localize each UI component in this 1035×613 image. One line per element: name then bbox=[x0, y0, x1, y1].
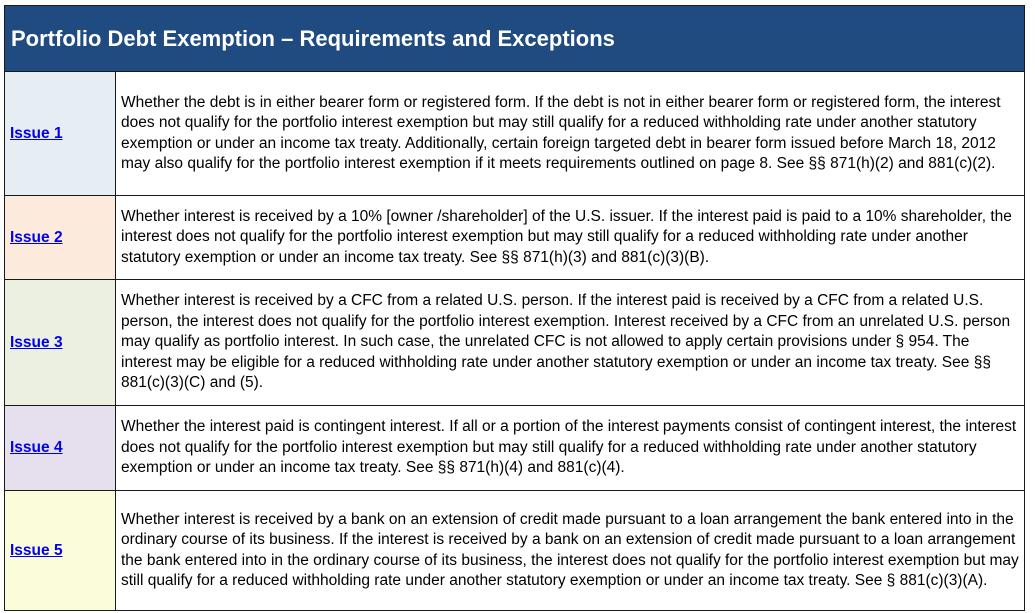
issue-description bbox=[116, 491, 1024, 610]
table-row bbox=[4, 280, 1025, 406]
table-header bbox=[4, 5, 1025, 72]
issue-1-link[interactable]: Issue 1 bbox=[10, 124, 63, 142]
issue-description bbox=[116, 406, 1024, 490]
issue-4-text: Whether the interest paid is contingent interest. If all or a portion of the interest payments consist of contingent interest, the interest does not qualify for the portfolio interest exemption but may still qualify for a reduced withholding rate under another statutory exemption or under an income tax treaty. See §§ 871(h)(4) and 881(c)(4). bbox=[121, 418, 1017, 477]
issue-cell bbox=[5, 72, 116, 195]
issue-description bbox=[116, 72, 1024, 195]
issue-5-text: Whether interest is received by a bank on an extension of credit made pursuant to a loan arrangement the bank entered into in the ordinary course of its business. If the interest is received by a bank on an extension of credit made pursuant to a loan arrangement the bank entered into in the ordinary course of its business, the interest does not qualify for the portfolio interest exemption but may still qualify for a reduced withholding rate under another statutory exemption or under an income tax treaty. See § 881(c)(3)(A). bbox=[121, 510, 1019, 589]
issue-2-text: Whether interest is received by a 10% [owner /shareholder] of the U.S. issuer. If the interest paid is paid to a 10% shareholder, the interest does not qualify for the portfolio interest exemption but may still qualify for a reduced withholding rate under another statutory exemption or under an income tax treaty. See §§ 871(h)(3) and 881(c)(3)(B). bbox=[121, 207, 1012, 266]
issue-description bbox=[116, 280, 1024, 405]
table-row bbox=[4, 196, 1025, 280]
issue-3-link[interactable]: Issue 3 bbox=[10, 333, 63, 351]
issue-cell bbox=[5, 196, 116, 279]
table-row bbox=[4, 491, 1025, 611]
issue-4-link[interactable]: Issue 4 bbox=[10, 439, 63, 456]
exemption-table bbox=[4, 5, 1025, 611]
issue-2-link[interactable]: Issue 2 bbox=[10, 228, 63, 246]
table-row bbox=[4, 72, 1025, 196]
issue-3-text: Whether interest is received by a CFC from a related U.S. person. If the interest paid is received by a CFC from a related U.S. person, the interest does not qualify for the portfolio interest exemption. Interest received by a CFC from an unrelated U.S. person may qualify as portfolio interest. In such case, the unrelated CFC is not allowed to apply certain provisions under § 954. The interest may be eligible for a reduced withholding rate under another statutory exemption or under an income tax treaty. See §§ 881(c)(3)(C) and (5). bbox=[121, 292, 1011, 392]
issue-cell bbox=[5, 280, 116, 405]
issue-cell bbox=[5, 406, 116, 490]
issue-5-link[interactable]: Issue 5 bbox=[10, 541, 63, 559]
issue-1-text: Whether the debt is in either bearer form or registered form. If the debt is not in either bearer form or registered form, the interest does not qualify for the portfolio interest exemption but may still qualify for a reduced withholding rate under another statutory exemption or under an income tax treaty. Additionally, certain foreign targeted debt in bearer form issued before March 18, 2012 may also qualify for the portfolio interest exemption if it meets requirements outlined on page 8. See §§ 871(h)(2) and 881(c)(2). bbox=[121, 93, 1001, 172]
table-row bbox=[4, 406, 1025, 491]
table-title: Portfolio Debt Exemption – Requirements and Exceptions bbox=[11, 25, 615, 51]
issue-description bbox=[116, 196, 1024, 279]
issue-cell bbox=[5, 491, 116, 610]
